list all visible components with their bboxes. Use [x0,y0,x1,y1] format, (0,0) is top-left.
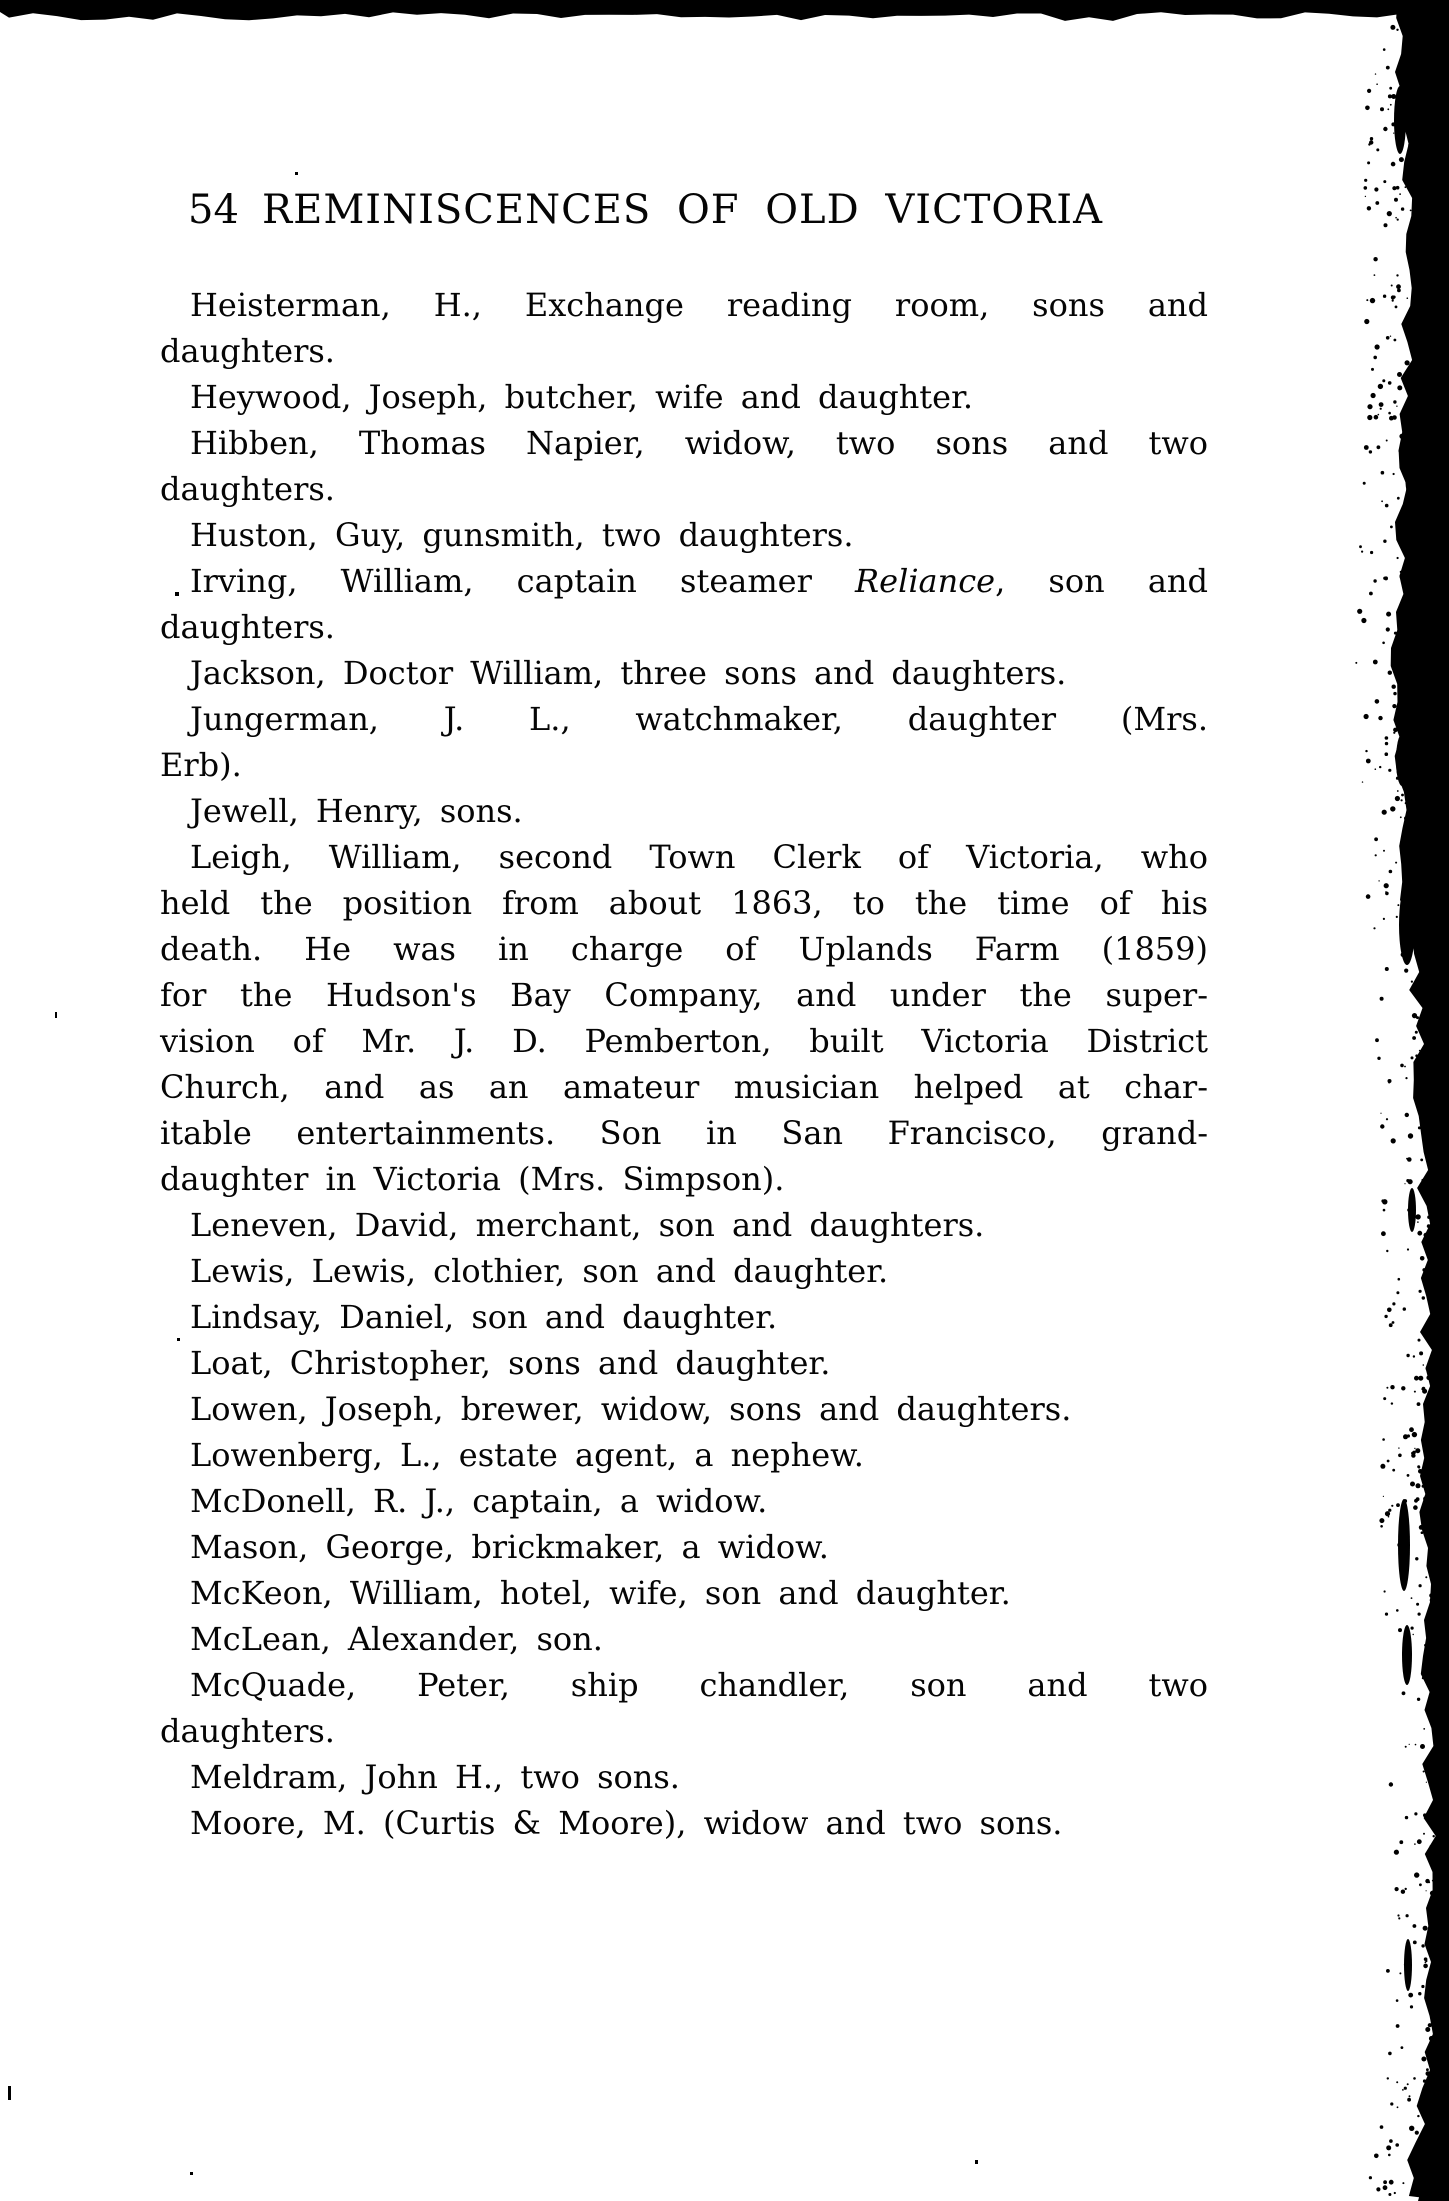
text-line: itable entertainments. Son in San Francisco, grand- [160,1114,1208,1152]
text-line: Meldram, John H., two sons. [190,1758,680,1796]
text-line: Heywood, Joseph, butcher, wife and daughter. [190,378,974,416]
text-line: Irving, William, captain steamer Reliance, son and [190,562,1208,600]
text-line: Jewell, Henry, sons. [190,792,523,830]
text-line: daughters. [160,470,335,508]
text-line: Jungerman, J. L., watchmaker, daughter (Mrs. [190,700,1208,738]
text-line: Erb). [160,746,242,784]
text-line: daughters. [160,1712,335,1750]
text-line: daughters. [160,608,335,646]
text-block [160,282,1208,1846]
page-header [0,0,1449,260]
text-line: Hibben, Thomas Napier, widow, two sons and two [190,424,1208,462]
page-title: REMINISCENCES OF OLD VICTORIA [262,187,1103,233]
text-line: Huston, Guy, gunsmith, two daughters. [190,516,854,554]
page-number: 54 [188,187,239,233]
text-line: McQuade, Peter, ship chandler, son and two [190,1666,1208,1704]
text-line: death. He was in charge of Uplands Farm (1859) [160,930,1208,968]
text-line: Jackson, Doctor William, three sons and daughters. [190,654,1067,692]
text-line: Lowen, Joseph, brewer, widow, sons and daughters. [190,1390,1072,1428]
text-line: for the Hudson's Bay Company, and under the super- [160,976,1208,1014]
text-line: vision of Mr. J. D. Pemberton, built Victoria District [160,1022,1208,1060]
text-line: Heisterman, H., Exchange reading room, sons and [190,286,1208,324]
text-line: Mason, George, brickmaker, a widow. [190,1528,829,1566]
text-line: McLean, Alexander, son. [190,1620,603,1658]
text-line: Lowenberg, L., estate agent, a nephew. [190,1436,864,1474]
text-line: Moore, M. (Curtis & Moore), widow and two sons. [190,1804,1063,1842]
text-line: held the position from about 1863, to the time of his [160,884,1208,922]
text-line: Loat, Christopher, sons and daughter. [190,1344,831,1382]
text-line: Leigh, William, second Town Clerk of Victoria, who [190,838,1208,876]
text-line: McKeon, William, hotel, wife, son and daughter. [190,1574,1011,1612]
text-line: daughters. [160,332,335,370]
text-line: McDonell, R. J., captain, a widow. [190,1482,768,1520]
text-line: Church, and as an amateur musician helped at char- [160,1068,1208,1106]
text-line: Lindsay, Daniel, son and daughter. [190,1298,778,1336]
text-line: Lewis, Lewis, clothier, son and daughter. [190,1252,889,1290]
text-line: daughter in Victoria (Mrs. Simpson). [160,1160,785,1198]
text-line: Leneven, David, merchant, son and daughters. [190,1206,985,1244]
